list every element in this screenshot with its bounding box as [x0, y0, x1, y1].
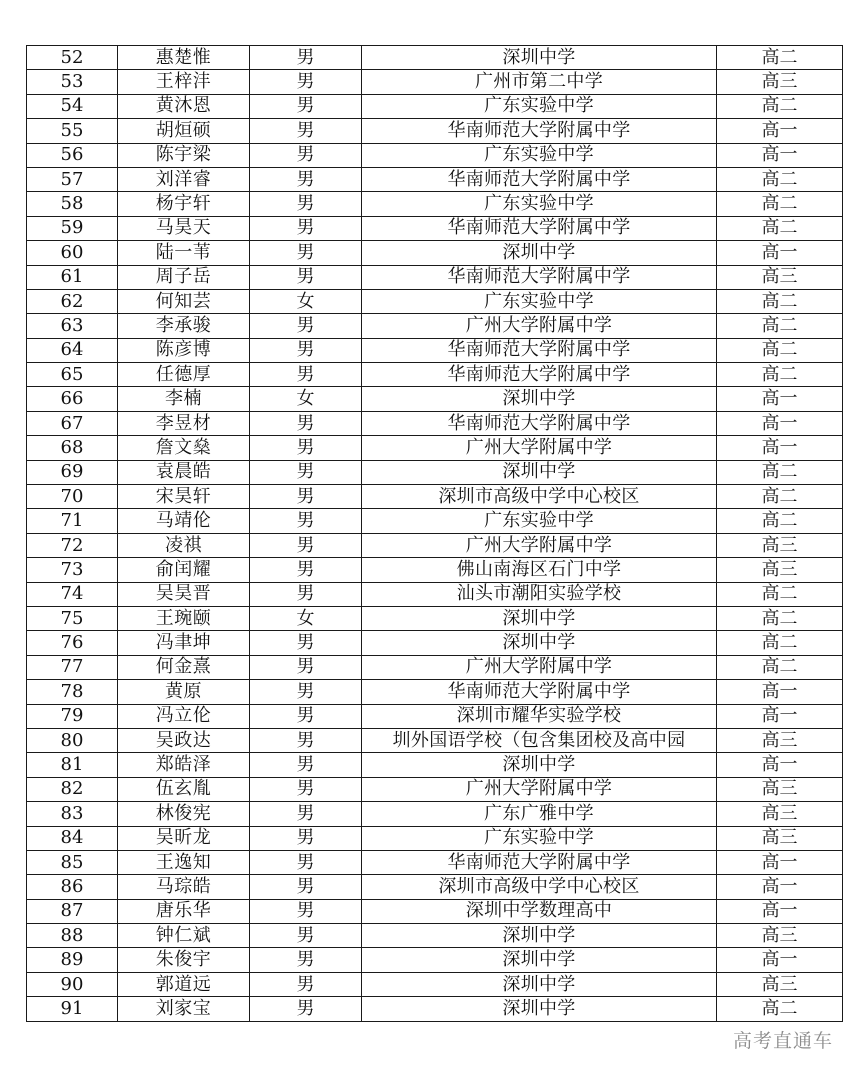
row-number: 81 — [27, 753, 118, 777]
table-row — [27, 265, 843, 289]
table-row — [27, 533, 843, 557]
school-name: 深圳市耀华实验学校 — [362, 704, 717, 728]
school-name: 广州大学附属中学 — [362, 314, 717, 338]
row-number: 56 — [27, 143, 118, 167]
school-name: 深圳中学 — [362, 387, 717, 411]
table-row — [27, 387, 843, 411]
student-gender: 男 — [250, 485, 362, 509]
student-name: 郭道远 — [118, 972, 250, 996]
student-name: 俞闰耀 — [118, 558, 250, 582]
row-number: 84 — [27, 826, 118, 850]
row-number: 89 — [27, 948, 118, 972]
grade-level: 高三 — [717, 70, 843, 94]
student-gender: 男 — [250, 265, 362, 289]
row-number: 75 — [27, 606, 118, 630]
student-name: 胡烜硕 — [118, 119, 250, 143]
roster-body — [27, 46, 843, 1022]
school-name: 华南师范大学附属中学 — [362, 167, 717, 191]
student-gender: 男 — [250, 70, 362, 94]
grade-level: 高二 — [717, 289, 843, 313]
student-gender: 男 — [250, 704, 362, 728]
row-number: 63 — [27, 314, 118, 338]
row-number: 52 — [27, 46, 118, 70]
table-row — [27, 46, 843, 70]
grade-level: 高一 — [717, 241, 843, 265]
row-number: 87 — [27, 899, 118, 923]
student-name: 李楠 — [118, 387, 250, 411]
table-row — [27, 509, 843, 533]
student-gender: 男 — [250, 655, 362, 679]
table-row — [27, 972, 843, 996]
table-row — [27, 314, 843, 338]
student-gender: 男 — [250, 631, 362, 655]
student-name: 吴昕龙 — [118, 826, 250, 850]
grade-level: 高一 — [717, 143, 843, 167]
table-row — [27, 241, 843, 265]
row-number: 74 — [27, 582, 118, 606]
grade-level: 高三 — [717, 777, 843, 801]
student-gender: 男 — [250, 314, 362, 338]
student-gender: 男 — [250, 143, 362, 167]
table-row — [27, 704, 843, 728]
row-number: 58 — [27, 192, 118, 216]
school-name: 深圳中学 — [362, 997, 717, 1021]
grade-level: 高三 — [717, 558, 843, 582]
student-name: 郑皓泽 — [118, 753, 250, 777]
roster-table — [26, 45, 843, 1022]
student-gender: 男 — [250, 582, 362, 606]
school-name: 深圳中学 — [362, 460, 717, 484]
student-name: 任德厚 — [118, 363, 250, 387]
student-gender: 男 — [250, 826, 362, 850]
row-number: 90 — [27, 972, 118, 996]
student-name: 詹文燊 — [118, 436, 250, 460]
student-name: 刘家宝 — [118, 997, 250, 1021]
table-row — [27, 192, 843, 216]
school-name: 广东实验中学 — [362, 143, 717, 167]
school-name: 华南师范大学附属中学 — [362, 119, 717, 143]
grade-level: 高二 — [717, 216, 843, 240]
grade-level: 高二 — [717, 631, 843, 655]
table-row — [27, 411, 843, 435]
student-name: 马琮皓 — [118, 875, 250, 899]
school-name: 广东广雅中学 — [362, 802, 717, 826]
student-gender: 男 — [250, 777, 362, 801]
grade-level: 高三 — [717, 826, 843, 850]
student-gender: 男 — [250, 460, 362, 484]
grade-level: 高一 — [717, 948, 843, 972]
table-row — [27, 728, 843, 752]
student-gender: 男 — [250, 94, 362, 118]
row-number: 82 — [27, 777, 118, 801]
student-name: 马靖伦 — [118, 509, 250, 533]
table-row — [27, 948, 843, 972]
table-row — [27, 460, 843, 484]
table-row — [27, 289, 843, 313]
student-name: 冯立伦 — [118, 704, 250, 728]
school-name: 深圳市高级中学中心校区 — [362, 875, 717, 899]
table-row — [27, 899, 843, 923]
student-name: 伍玄胤 — [118, 777, 250, 801]
row-number: 62 — [27, 289, 118, 313]
watermark-text: 高考直通车 — [732, 1030, 833, 1052]
row-number: 66 — [27, 387, 118, 411]
school-name: 深圳中学 — [362, 46, 717, 70]
student-name: 陈宇梁 — [118, 143, 250, 167]
table-row — [27, 826, 843, 850]
student-gender: 男 — [250, 192, 362, 216]
grade-level: 高一 — [717, 387, 843, 411]
table-row — [27, 997, 843, 1021]
student-name: 林俊宪 — [118, 802, 250, 826]
grade-level: 高三 — [717, 265, 843, 289]
student-gender: 男 — [250, 680, 362, 704]
student-gender: 男 — [250, 436, 362, 460]
school-name: 广东实验中学 — [362, 289, 717, 313]
grade-level: 高一 — [717, 436, 843, 460]
student-name: 冯聿坤 — [118, 631, 250, 655]
school-name: 深圳中学数理高中 — [362, 899, 717, 923]
student-name: 何金熹 — [118, 655, 250, 679]
row-number: 71 — [27, 509, 118, 533]
grade-level: 高一 — [717, 753, 843, 777]
school-name: 华南师范大学附属中学 — [362, 411, 717, 435]
row-number: 69 — [27, 460, 118, 484]
table-row — [27, 802, 843, 826]
row-number: 88 — [27, 924, 118, 948]
table-row — [27, 753, 843, 777]
row-number: 70 — [27, 485, 118, 509]
student-name: 王琬颐 — [118, 606, 250, 630]
student-name: 陈彦博 — [118, 338, 250, 362]
school-name: 广东实验中学 — [362, 826, 717, 850]
table-row — [27, 606, 843, 630]
row-number: 86 — [27, 875, 118, 899]
student-gender: 男 — [250, 850, 362, 874]
student-name: 黄沐恩 — [118, 94, 250, 118]
grade-level: 高一 — [717, 411, 843, 435]
student-name: 马昊天 — [118, 216, 250, 240]
student-name: 朱俊宇 — [118, 948, 250, 972]
student-gender: 男 — [250, 899, 362, 923]
student-gender: 男 — [250, 802, 362, 826]
row-number: 65 — [27, 363, 118, 387]
student-name: 杨宇轩 — [118, 192, 250, 216]
grade-level: 高二 — [717, 509, 843, 533]
student-gender: 男 — [250, 216, 362, 240]
grade-level: 高三 — [717, 728, 843, 752]
table-row — [27, 924, 843, 948]
row-number: 53 — [27, 70, 118, 94]
student-name: 周子岳 — [118, 265, 250, 289]
student-name: 吴政达 — [118, 728, 250, 752]
row-number: 80 — [27, 728, 118, 752]
student-gender: 男 — [250, 167, 362, 191]
school-name: 华南师范大学附属中学 — [362, 363, 717, 387]
grade-level: 高一 — [717, 680, 843, 704]
school-name: 佛山南海区石门中学 — [362, 558, 717, 582]
student-gender: 男 — [250, 924, 362, 948]
grade-level: 高二 — [717, 338, 843, 362]
student-name: 钟仁斌 — [118, 924, 250, 948]
school-name: 华南师范大学附属中学 — [362, 338, 717, 362]
grade-level: 高二 — [717, 606, 843, 630]
row-number: 54 — [27, 94, 118, 118]
school-name: 深圳中学 — [362, 241, 717, 265]
student-name: 黄原 — [118, 680, 250, 704]
row-number: 73 — [27, 558, 118, 582]
student-gender: 男 — [250, 997, 362, 1021]
school-name: 深圳中学 — [362, 631, 717, 655]
row-number: 64 — [27, 338, 118, 362]
student-name: 刘洋睿 — [118, 167, 250, 191]
student-gender: 男 — [250, 875, 362, 899]
grade-level: 高二 — [717, 363, 843, 387]
row-number: 83 — [27, 802, 118, 826]
table-row — [27, 680, 843, 704]
table-row — [27, 119, 843, 143]
table-row — [27, 70, 843, 94]
student-name: 吴昊晋 — [118, 582, 250, 606]
student-gender: 男 — [250, 509, 362, 533]
student-gender: 男 — [250, 948, 362, 972]
row-number: 72 — [27, 533, 118, 557]
grade-level: 高一 — [717, 119, 843, 143]
student-name: 王逸知 — [118, 850, 250, 874]
row-number: 85 — [27, 850, 118, 874]
student-gender: 男 — [250, 728, 362, 752]
table-row — [27, 143, 843, 167]
school-name: 广东实验中学 — [362, 509, 717, 533]
table-row — [27, 631, 843, 655]
school-name: 广州大学附属中学 — [362, 533, 717, 557]
school-name: 广州大学附属中学 — [362, 655, 717, 679]
row-number: 55 — [27, 119, 118, 143]
school-name: 广东实验中学 — [362, 94, 717, 118]
student-gender: 女 — [250, 606, 362, 630]
grade-level: 高二 — [717, 485, 843, 509]
grade-level: 高二 — [717, 314, 843, 338]
school-name: 深圳中学 — [362, 948, 717, 972]
school-name: 深圳中学 — [362, 972, 717, 996]
student-gender: 男 — [250, 46, 362, 70]
grade-level: 高一 — [717, 899, 843, 923]
student-gender: 男 — [250, 363, 362, 387]
school-name: 汕头市潮阳实验学校 — [362, 582, 717, 606]
row-number: 78 — [27, 680, 118, 704]
student-gender: 女 — [250, 387, 362, 411]
school-name: 深圳中学 — [362, 924, 717, 948]
grade-level: 高二 — [717, 94, 843, 118]
row-number: 76 — [27, 631, 118, 655]
student-gender: 男 — [250, 533, 362, 557]
table-row — [27, 777, 843, 801]
grade-level: 高三 — [717, 924, 843, 948]
grade-level: 高三 — [717, 972, 843, 996]
row-number: 91 — [27, 997, 118, 1021]
student-name: 李昱材 — [118, 411, 250, 435]
table-row — [27, 216, 843, 240]
row-number: 77 — [27, 655, 118, 679]
grade-level: 高一 — [717, 875, 843, 899]
student-name: 宋昊轩 — [118, 485, 250, 509]
grade-level: 高二 — [717, 655, 843, 679]
student-name: 凌祺 — [118, 533, 250, 557]
grade-level: 高二 — [717, 46, 843, 70]
table-row — [27, 167, 843, 191]
student-gender: 男 — [250, 119, 362, 143]
table-row — [27, 338, 843, 362]
table-row — [27, 875, 843, 899]
grade-level: 高二 — [717, 167, 843, 191]
school-name: 华南师范大学附属中学 — [362, 850, 717, 874]
grade-level: 高三 — [717, 802, 843, 826]
student-name: 何知芸 — [118, 289, 250, 313]
school-name: 圳外国语学校（包含集团校及高中园 — [362, 728, 717, 752]
student-gender: 女 — [250, 289, 362, 313]
row-number: 60 — [27, 241, 118, 265]
grade-level: 高三 — [717, 533, 843, 557]
student-gender: 男 — [250, 241, 362, 265]
table-row — [27, 582, 843, 606]
table-row — [27, 655, 843, 679]
row-number: 79 — [27, 704, 118, 728]
school-name: 华南师范大学附属中学 — [362, 265, 717, 289]
student-name: 惠楚惟 — [118, 46, 250, 70]
table-row — [27, 94, 843, 118]
table-row — [27, 558, 843, 582]
grade-level: 高二 — [717, 997, 843, 1021]
school-name: 华南师范大学附属中学 — [362, 216, 717, 240]
table-row — [27, 436, 843, 460]
student-name: 袁晨皓 — [118, 460, 250, 484]
school-name: 深圳市高级中学中心校区 — [362, 485, 717, 509]
student-gender: 男 — [250, 558, 362, 582]
school-name: 华南师范大学附属中学 — [362, 680, 717, 704]
student-gender: 男 — [250, 411, 362, 435]
student-name: 李承骏 — [118, 314, 250, 338]
school-name: 深圳中学 — [362, 606, 717, 630]
grade-level: 高二 — [717, 192, 843, 216]
student-name: 王梓沣 — [118, 70, 250, 94]
grade-level: 高一 — [717, 850, 843, 874]
school-name: 深圳中学 — [362, 753, 717, 777]
row-number: 59 — [27, 216, 118, 240]
school-name: 广州大学附属中学 — [362, 436, 717, 460]
school-name: 广州市第二中学 — [362, 70, 717, 94]
student-name: 唐乐华 — [118, 899, 250, 923]
row-number: 68 — [27, 436, 118, 460]
student-gender: 男 — [250, 338, 362, 362]
student-gender: 男 — [250, 972, 362, 996]
school-name: 广东实验中学 — [362, 192, 717, 216]
student-gender: 男 — [250, 753, 362, 777]
grade-level: 高一 — [717, 704, 843, 728]
table-row — [27, 850, 843, 874]
student-name: 陆一苇 — [118, 241, 250, 265]
row-number: 61 — [27, 265, 118, 289]
table-row — [27, 363, 843, 387]
school-name: 广州大学附属中学 — [362, 777, 717, 801]
row-number: 67 — [27, 411, 118, 435]
table-row — [27, 485, 843, 509]
grade-level: 高二 — [717, 582, 843, 606]
grade-level: 高二 — [717, 460, 843, 484]
row-number: 57 — [27, 167, 118, 191]
